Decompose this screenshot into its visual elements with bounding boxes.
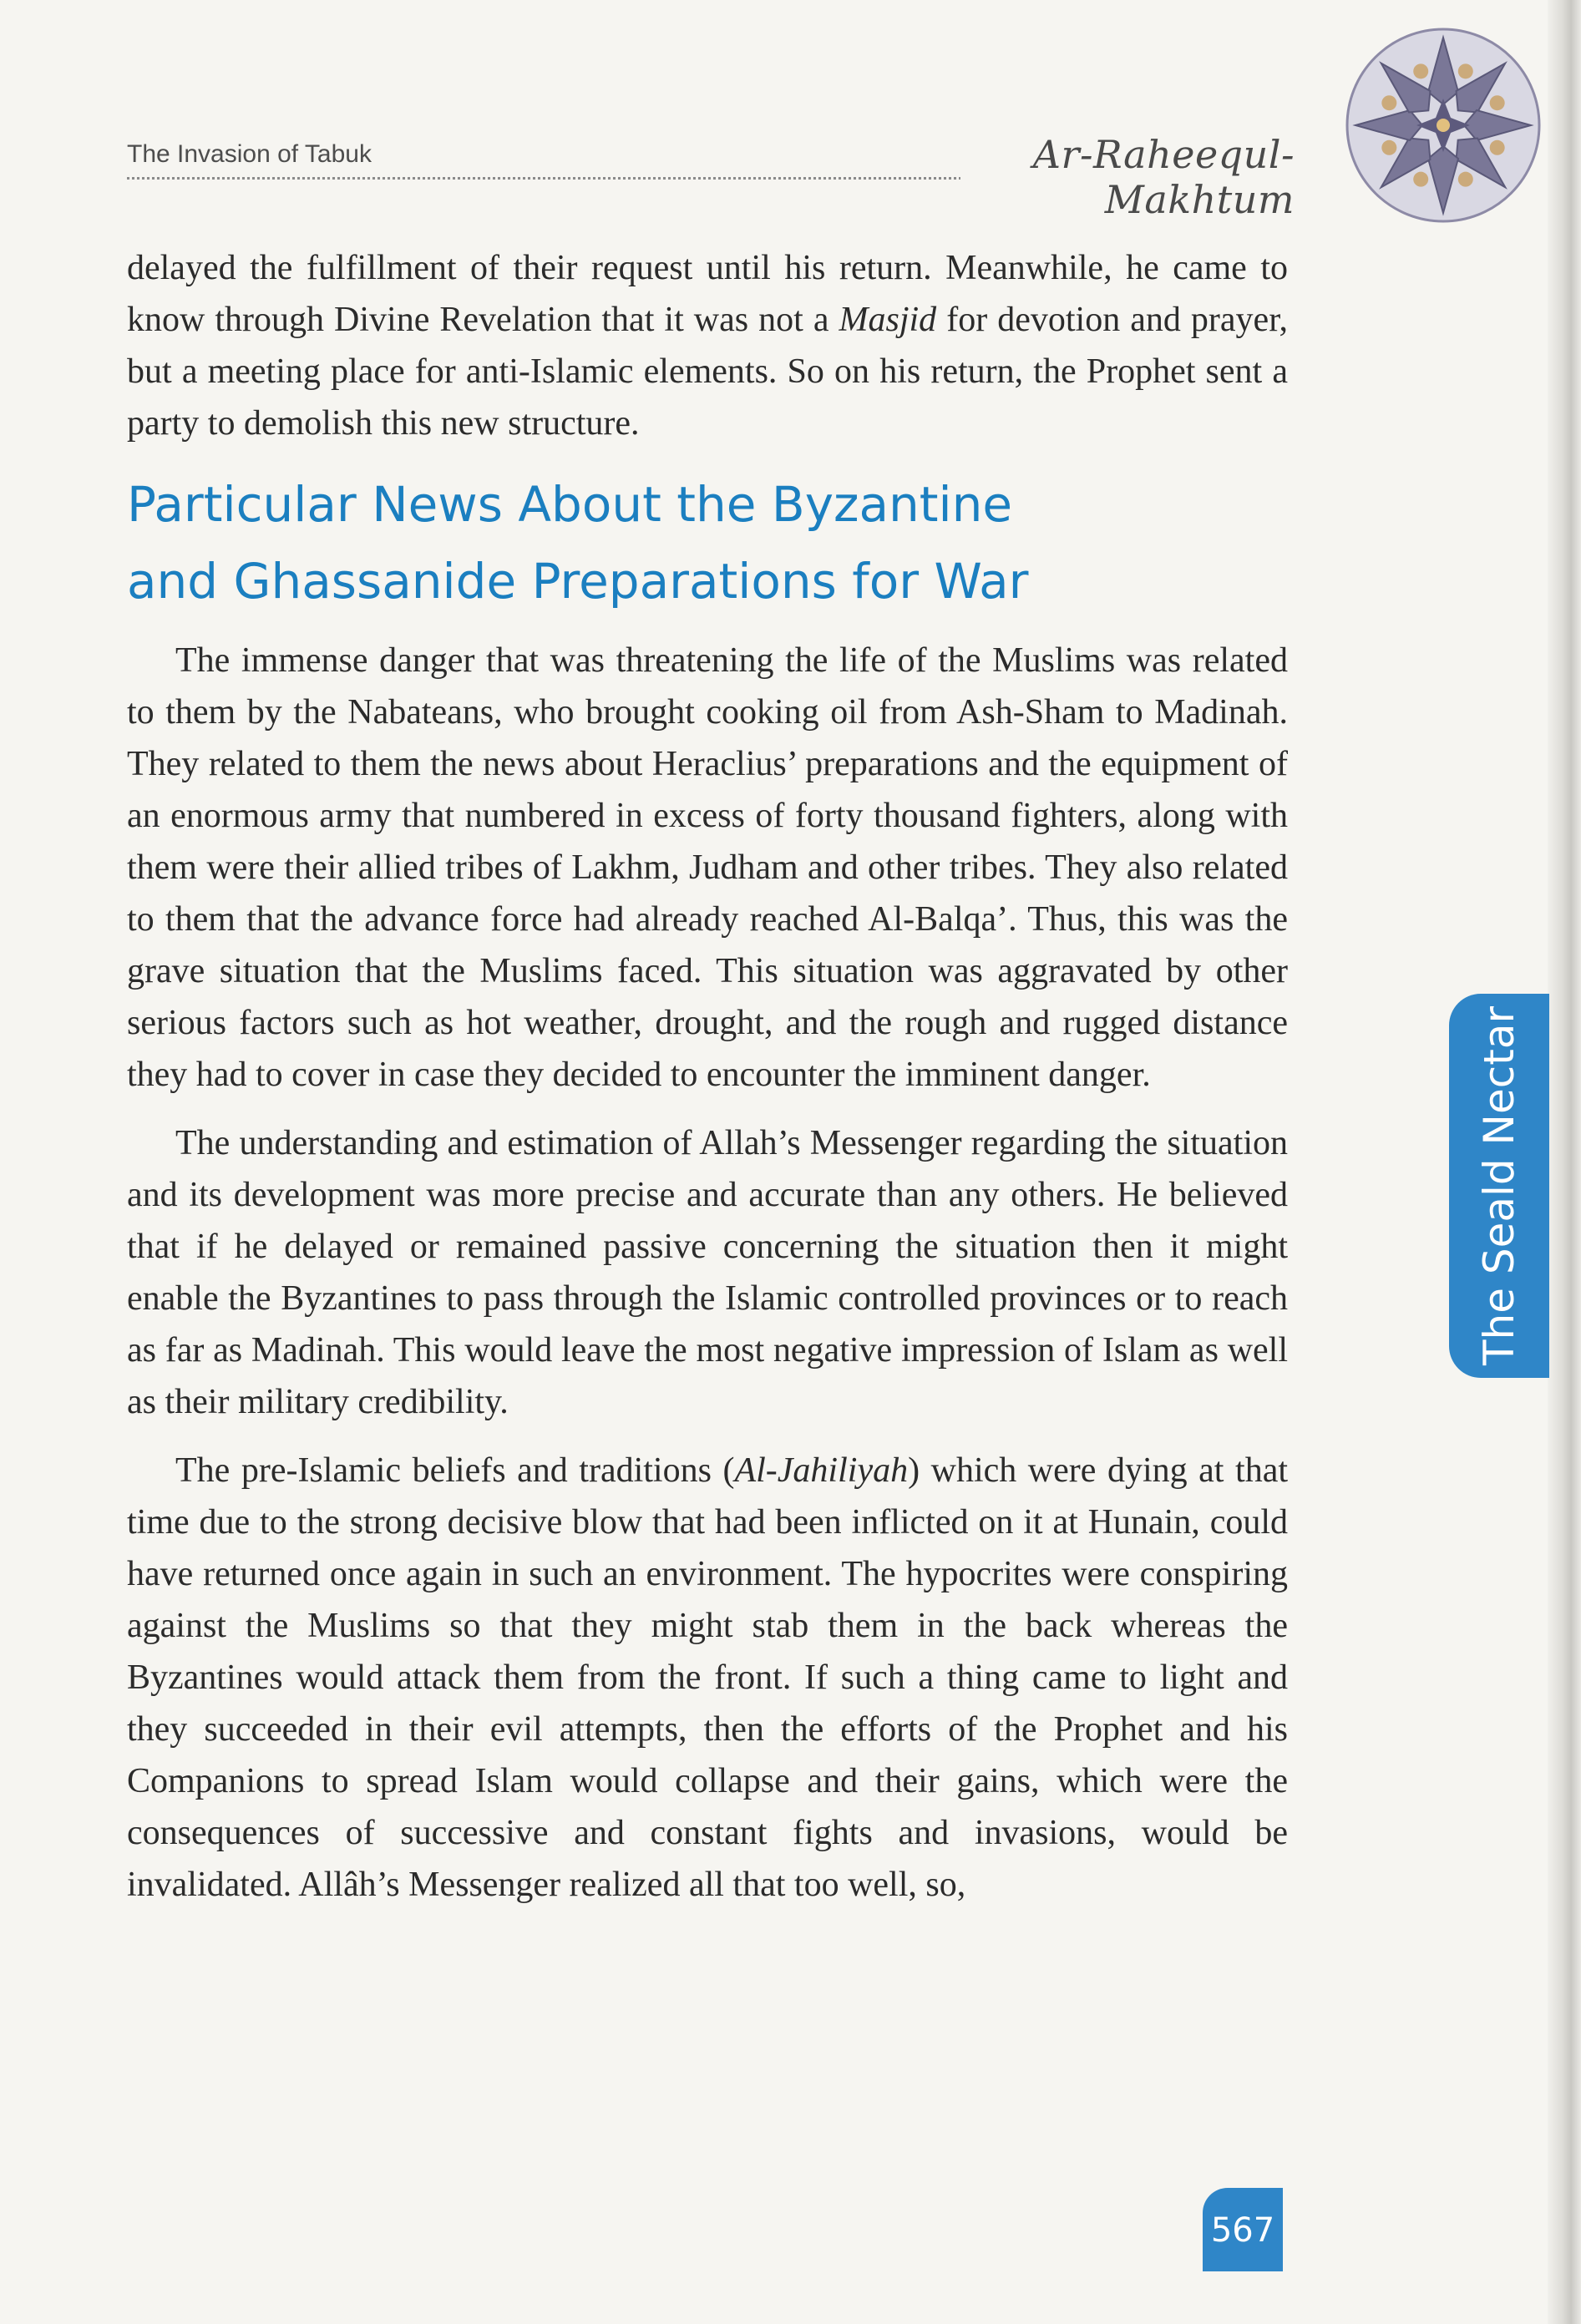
paragraph-1-text-a: delayed the fulfillment of their request until his return. Meanwhile, he came to know through Divine Revelation that it was not a bbox=[127, 249, 1288, 339]
paragraph-4-text-b: ) which were dying at that time due to the strong decisive blow that had been inflicted on it at Hunain, could have returned once again in such an environment. The hypocrites were conspiring against the Muslims so that they might stab them in the back whereas the Byzantines would attack them from the front. If such a thing came to light and they succeeded in their evil attempts, then the efforts of the Prophet and his Companions to spread Islam would collapse and their gains, which were the consequences of successive and constant fights and invasions, would be invalidated. Allâh’s Messenger realized all that too well, so, bbox=[127, 1451, 1288, 1904]
chapter-side-tab bbox=[1449, 994, 1549, 1378]
paragraph-4 bbox=[127, 1445, 1288, 1911]
paragraph-1-italic: Masjid bbox=[839, 301, 937, 339]
section-heading-line-1: Particular News About the Byzantine bbox=[127, 476, 1013, 533]
page-edge-shadow bbox=[1548, 0, 1581, 2324]
side-tab-label: The Seald Nectar bbox=[1475, 1005, 1523, 1366]
paragraph-1 bbox=[127, 242, 1288, 449]
paragraph-3: The understanding and estimation of Allah’s Messenger regarding the situation and its development was more precise and accurate than any others. He believed that if he delayed or remained passive concerning the situation then it might enable the Byzantines to pass through the Islamic controlled provinces or to reach as far as Madinah. This would leave the most negative impression of Islam as well as their military credibility. bbox=[127, 1124, 1288, 1421]
running-title: The Invasion of Tabuk bbox=[127, 140, 372, 168]
section-heading bbox=[127, 466, 1288, 620]
paragraph-4-text-a: The pre-Islamic beliefs and traditions ( bbox=[175, 1451, 735, 1490]
section-heading-line-2: and Ghassanide Preparations for War bbox=[127, 553, 1029, 610]
book-title: Ar-Raheequl-Makhtum bbox=[960, 132, 1295, 194]
rosette-ornament-icon bbox=[1318, 25, 1552, 242]
paragraph-1-text-b: for devotion and prayer, but a meeting place for anti-Islamic elements. So on his return, the Prophet sent a party to demolish this new structure. bbox=[127, 301, 1288, 443]
body-text bbox=[127, 242, 1288, 1927]
page-number-badge: 567 bbox=[1203, 2188, 1283, 2271]
paragraph-4-italic: Al-Jahiliyah bbox=[734, 1451, 909, 1490]
paragraph-2: The immense danger that was threatening the life of the Muslims was related to them by the Nabateans, who brought cooking oil from Ash-Sham to Madinah. They related to them the news about Heraclius’ preparations and the equipment of an enormous army that numbered in excess of forty thousand fighters, along with them were their allied tribes of Lakhm, Judham and other tribes. They also related to them that the advance force had already reached Al-Balqa’. Thus, this was the grave situation that the Muslims faced. This situation was aggravated by other serious factors such as hot weather, drought, and the rough and rugged distance they had to cover in case they decided to encounter the imminent danger. bbox=[127, 641, 1288, 1094]
